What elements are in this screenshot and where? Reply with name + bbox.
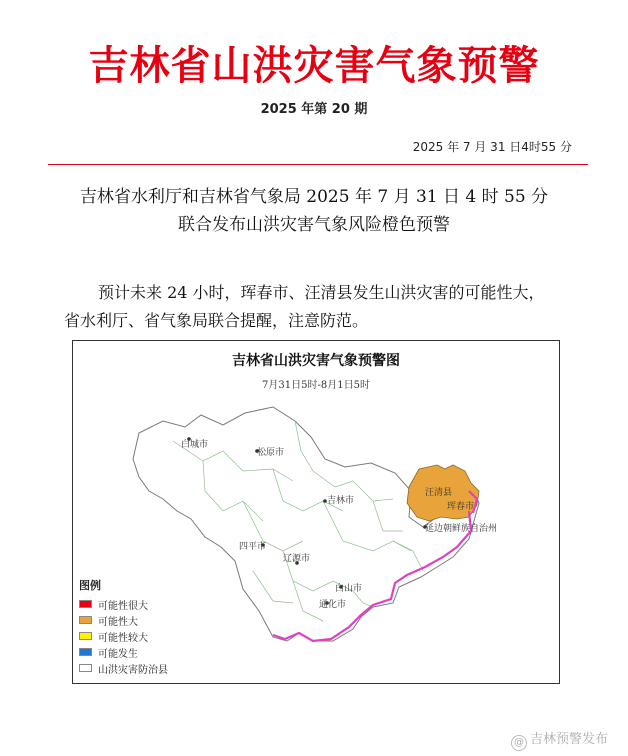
- header-divider: [48, 164, 588, 165]
- city-label-tonghua: 通化市: [319, 600, 347, 610]
- warning-body-line-1: 预计未来 24 小时，珲春市、汪清县发生山洪灾害的可能性大，: [98, 283, 545, 302]
- legend-label: 山洪灾害防治县: [98, 664, 168, 676]
- warning-heading-line-2: 联合发布山洪灾害气象风险橙色预警: [178, 215, 450, 235]
- legend-item-likely: [79, 612, 168, 628]
- legend-item-fairly-likely: [79, 628, 168, 644]
- weibo-watermark: [511, 728, 608, 751]
- legend-swatch: [79, 616, 92, 624]
- legend-item-prevention-county: [79, 660, 168, 676]
- city-label-baicheng: 白城市: [181, 440, 209, 450]
- county-label-wangqing: 汪清县: [425, 488, 453, 498]
- city-label-liaoyuan: 辽源市: [283, 554, 311, 564]
- warning-map: [72, 340, 560, 684]
- watermark-text: 吉林预警发布: [529, 732, 608, 747]
- city-label-yanbian: 延边朝鲜族自治州: [425, 524, 498, 534]
- map-title: 吉林省山洪灾害气象预警图: [232, 353, 400, 369]
- legend-label: 可能性很大: [98, 600, 148, 612]
- legend-label: 可能性较大: [98, 632, 148, 644]
- warning-body-line-2: 省水利厅、省气象局联合提醒，注意防范。: [64, 311, 369, 330]
- legend-label: 可能发生: [98, 648, 138, 660]
- issue-time: 2025 年 7 月 31 日4时55 分: [412, 140, 572, 154]
- document-title: 吉林省山洪灾害气象预警: [88, 43, 540, 89]
- legend-swatch: [79, 632, 92, 640]
- legend-item-possible: [79, 644, 168, 660]
- weibo-at-icon: @: [511, 735, 527, 751]
- city-label-hunchun: 珲春市: [447, 502, 475, 512]
- city-label-songyuan: 松原市: [257, 448, 285, 458]
- city-label-baishan: 白山市: [335, 584, 363, 594]
- issue-number: 2025 年第 20 期: [260, 102, 368, 117]
- warning-heading: [40, 183, 588, 239]
- city-label-jilin: 吉林市: [327, 496, 355, 506]
- map-legend: [79, 577, 168, 676]
- legend-swatch: [79, 648, 92, 656]
- legend-item-very-likely: [79, 596, 168, 612]
- warning-heading-line-1: 吉林省水利厅和吉林省气象局 2025 年 7 月 31 日 4 时 55 分: [79, 187, 549, 207]
- legend-swatch: [79, 664, 92, 672]
- legend-swatch: [79, 600, 92, 608]
- legend-label: 可能性大: [98, 616, 138, 628]
- map-subtitle: 7月31日5时-8月1日5时: [262, 380, 370, 391]
- warning-body: [64, 279, 584, 335]
- legend-title: 图例: [79, 579, 101, 592]
- city-label-siping: 四平市: [239, 542, 267, 552]
